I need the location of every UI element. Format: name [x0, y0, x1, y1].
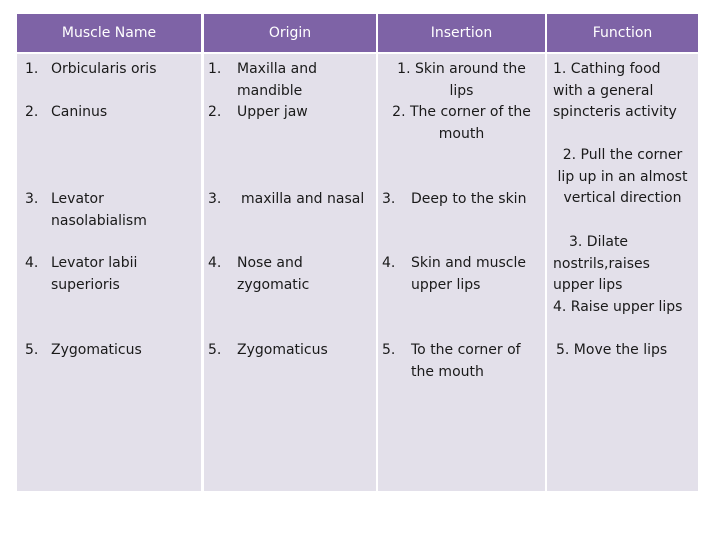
function-3-4: 3. Dilate nostrils,raises upper lips 4. Raise upper lips	[553, 234, 683, 315]
origin-5: 5. Zygomaticus	[208, 342, 328, 358]
header-label: Function	[592, 25, 653, 41]
header-insertion	[378, 14, 545, 52]
origin-4: 4. Nose and zygomatic	[208, 255, 310, 293]
muscle-name-3: 3. Levator nasolabialism	[25, 191, 147, 229]
insertion-1-2: 1. Skin around the lips 2. The corner of the mouth	[392, 61, 531, 142]
origin-1: 1. Maxilla and mandible	[208, 61, 317, 99]
muscle-name-1: 1. Orbicularis oris	[25, 61, 157, 77]
function-1: 1. Cathing food with a general spincteris activity	[553, 61, 677, 120]
muscle-table	[17, 14, 698, 491]
muscle-name-5: 5. Zygomaticus	[25, 342, 142, 358]
header-muscle-name	[17, 14, 201, 52]
insertion-5: 5. To the corner of the mouth	[382, 342, 521, 380]
header-origin	[204, 14, 376, 52]
header-function	[547, 14, 698, 52]
muscle-name-2: 2. Caninus	[25, 104, 108, 120]
muscle-name-4: 4. Levator labii superioris	[25, 255, 138, 293]
header-label: Muscle Name	[61, 25, 157, 41]
header-label: Origin	[268, 25, 312, 41]
origin-2: 2. Upper jaw	[208, 104, 308, 120]
function-5: 5. Move the lips	[556, 342, 668, 358]
origin-3: 3. maxilla and nasal	[208, 191, 365, 207]
insertion-3: 3. Deep to the skin	[382, 191, 527, 207]
header-label: Insertion	[430, 25, 493, 41]
insertion-4: 4. Skin and muscle upper lips	[382, 255, 527, 293]
function-2: 2. Pull the corner lip up in an almost vertical direction	[557, 147, 688, 206]
